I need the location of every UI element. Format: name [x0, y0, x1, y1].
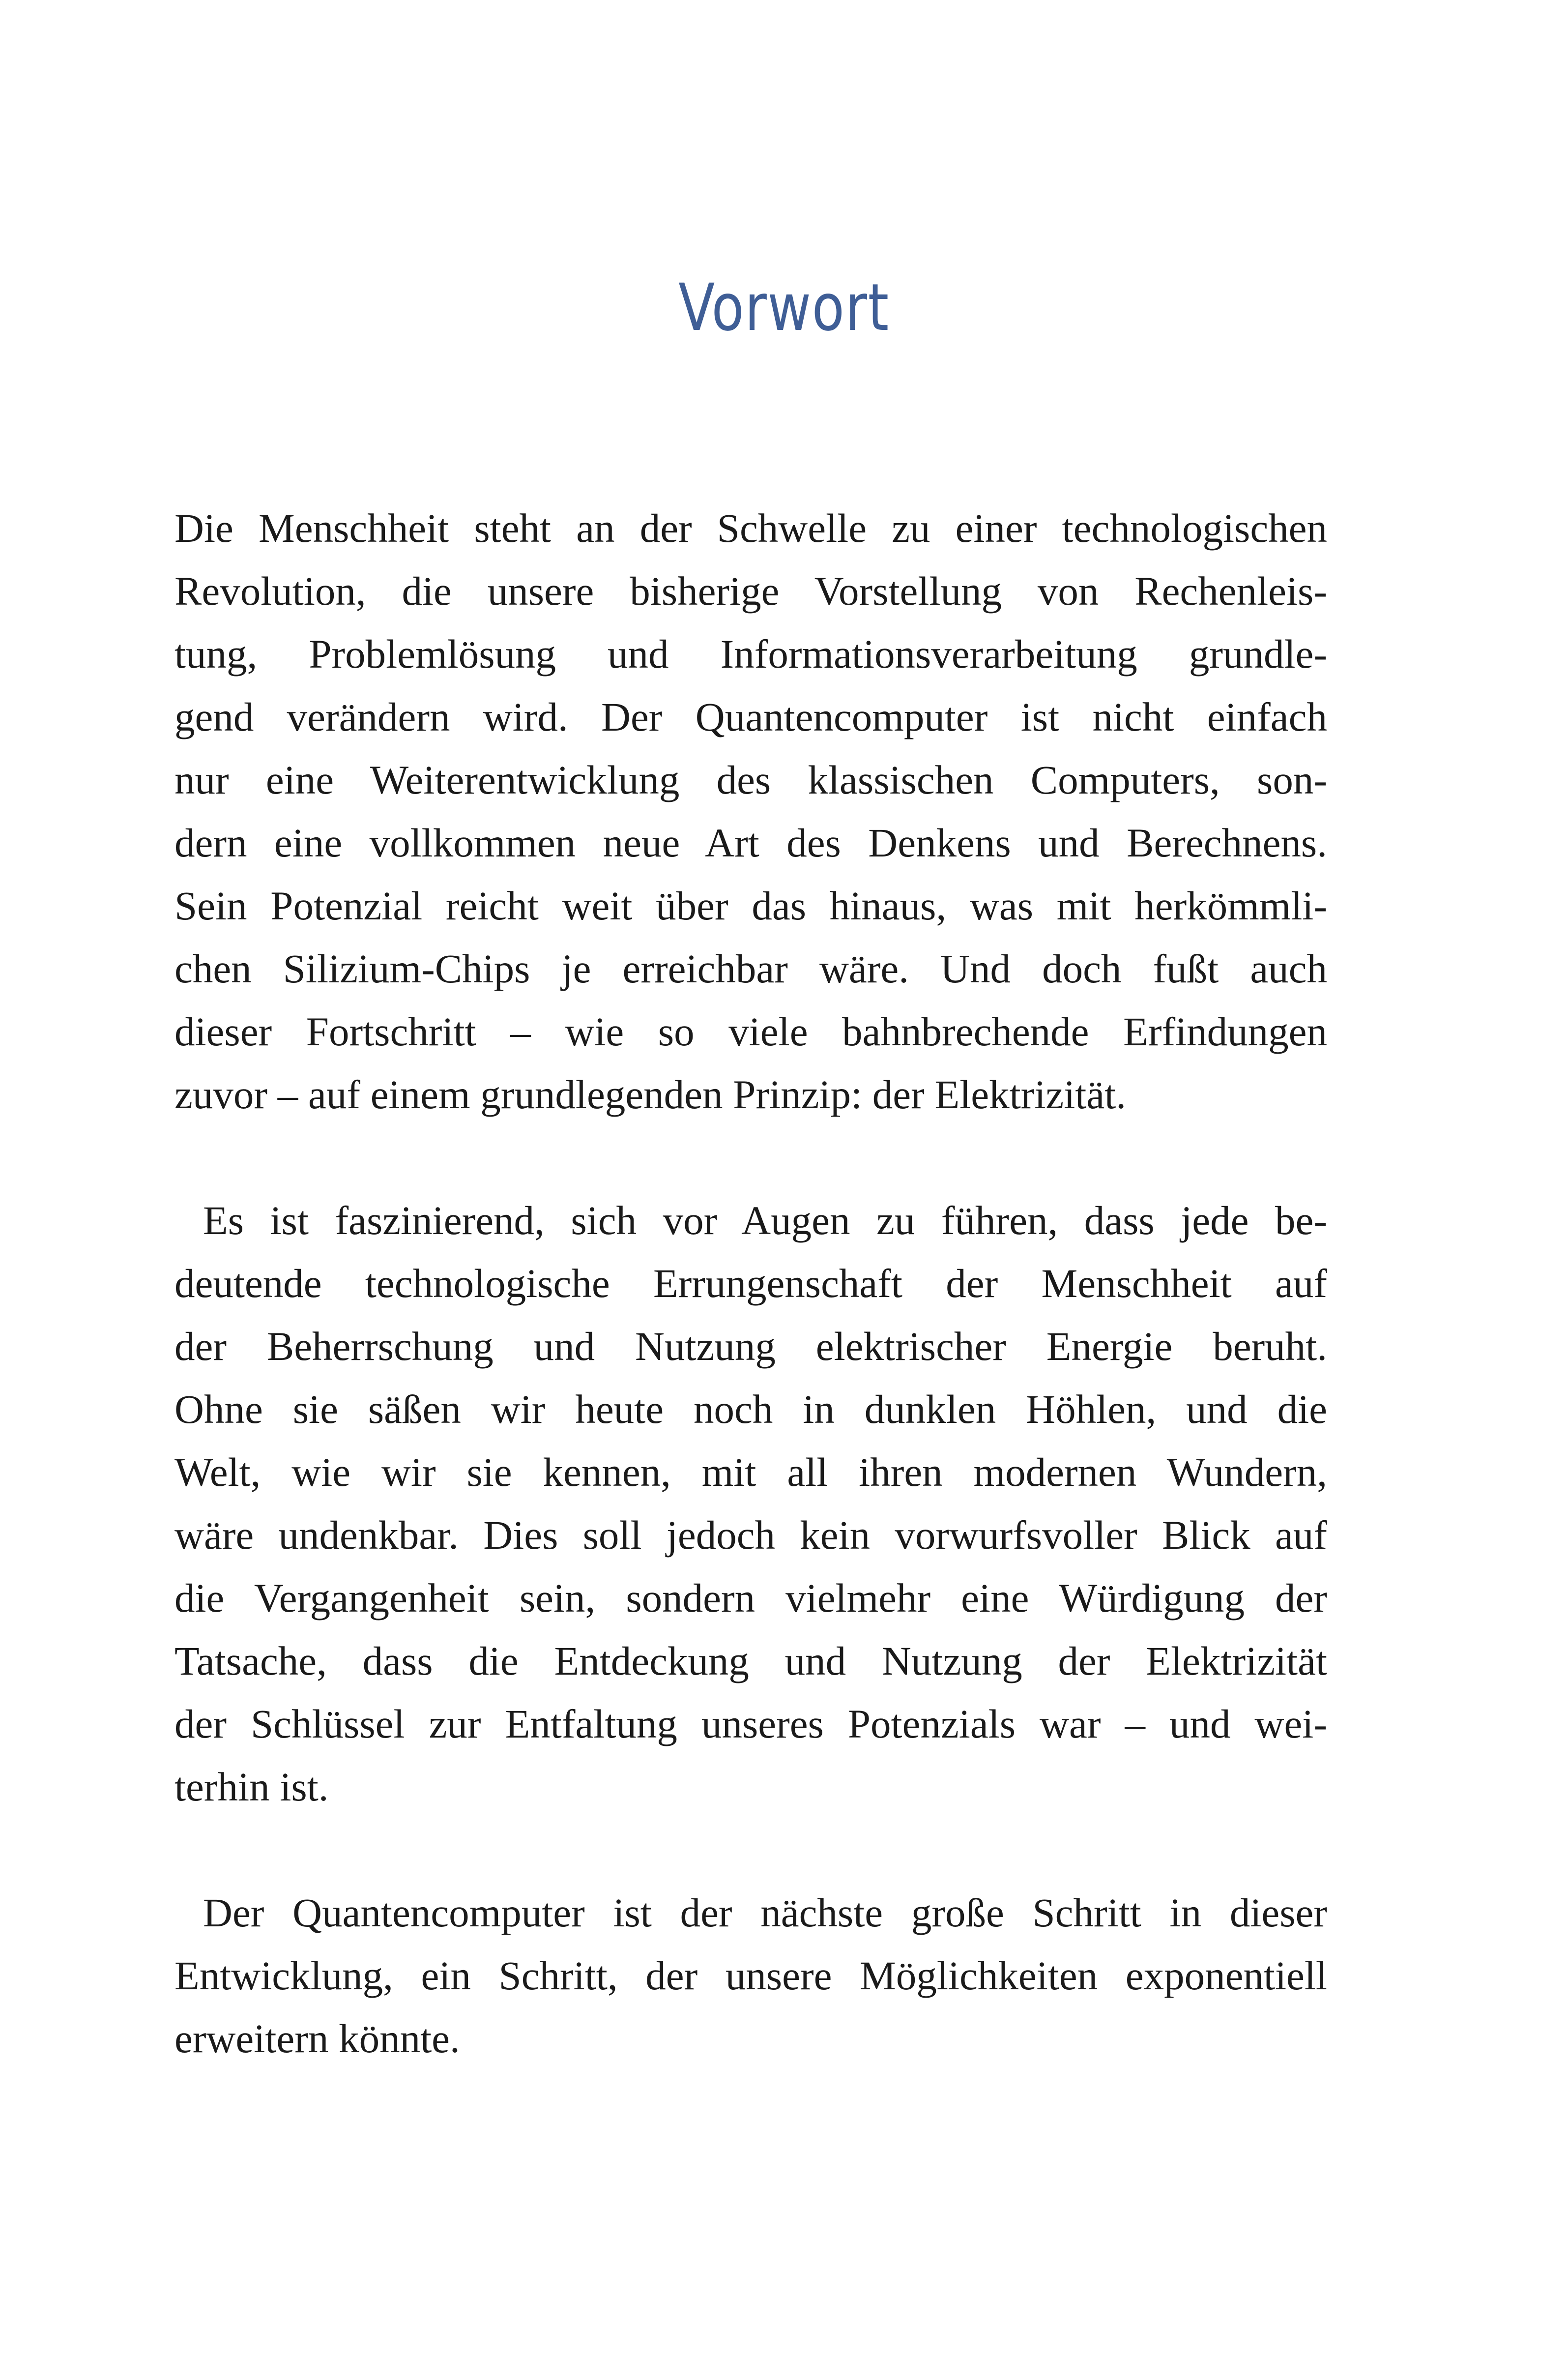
text-line: Sein Potenzial reicht weit über das hinaus, was mit herkömmli- — [174, 883, 1327, 928]
chapter-title: Vorwort — [678, 270, 890, 346]
text-line: gend verändern wird. Der Quantencomputer ist nicht einfach — [174, 694, 1327, 739]
text-line: zuvor – auf einem grundlegenden Prinzip: der Elektrizität. — [174, 1072, 1126, 1117]
text-line: Der Quantencomputer ist der nächste große Schritt in dieser — [203, 1890, 1327, 1935]
text-line: deutende technologische Errungenschaft der Menschheit auf — [174, 1261, 1327, 1306]
text-line: dieser Fortschritt – wie so viele bahnbrechende Erfindungen — [174, 1009, 1327, 1054]
text-line: Revolution, die unsere bisherige Vorstellung von Rechenleis- — [174, 568, 1327, 614]
paragraph-3 — [174, 1881, 1327, 2070]
paragraph-1 — [174, 497, 1327, 1126]
text-line: der Schlüssel zur Entfaltung unseres Potenzials war – und wei- — [174, 1701, 1327, 1746]
text-line: terhin ist. — [174, 1764, 329, 1809]
paragraph-2 — [174, 1189, 1327, 1818]
text-line: Tatsache, dass die Entdeckung und Nutzung der Elektrizität — [174, 1638, 1327, 1683]
text-line: chen Silizium-Chips je erreichbar wäre. Und doch fußt auch — [174, 946, 1327, 991]
text-line: Ohne sie säßen wir heute noch in dunklen Höhlen, und die — [174, 1386, 1327, 1432]
text-line: dern eine vollkommen neue Art des Denkens und Berechnens. — [174, 820, 1327, 865]
body-text — [174, 497, 1327, 2133]
text-line: erweitern könnte. — [174, 2016, 460, 2061]
text-line: Entwicklung, ein Schritt, der unsere Möglichkeiten exponentiell — [174, 1953, 1327, 1998]
text-line: nur eine Weiterentwicklung des klassischen Computers, son- — [174, 757, 1327, 802]
text-line: die Vergangenheit sein, sondern vielmehr eine Würdigung der — [174, 1575, 1327, 1621]
text-line: der Beherrschung und Nutzung elektrischer Energie beruht. — [174, 1324, 1327, 1369]
text-line: Es ist faszinierend, sich vor Augen zu führen, dass jede be- — [203, 1198, 1327, 1243]
text-line: Die Menschheit steht an der Schwelle zu einer technologischen — [174, 505, 1327, 551]
text-line: Welt, wie wir sie kennen, mit all ihren modernen Wundern, — [174, 1449, 1327, 1495]
text-line: tung, Problemlösung und Informationsverarbeitung grundle- — [174, 631, 1327, 677]
text-line: wäre undenkbar. Dies soll jedoch kein vorwurfsvoller Blick auf — [174, 1512, 1327, 1558]
